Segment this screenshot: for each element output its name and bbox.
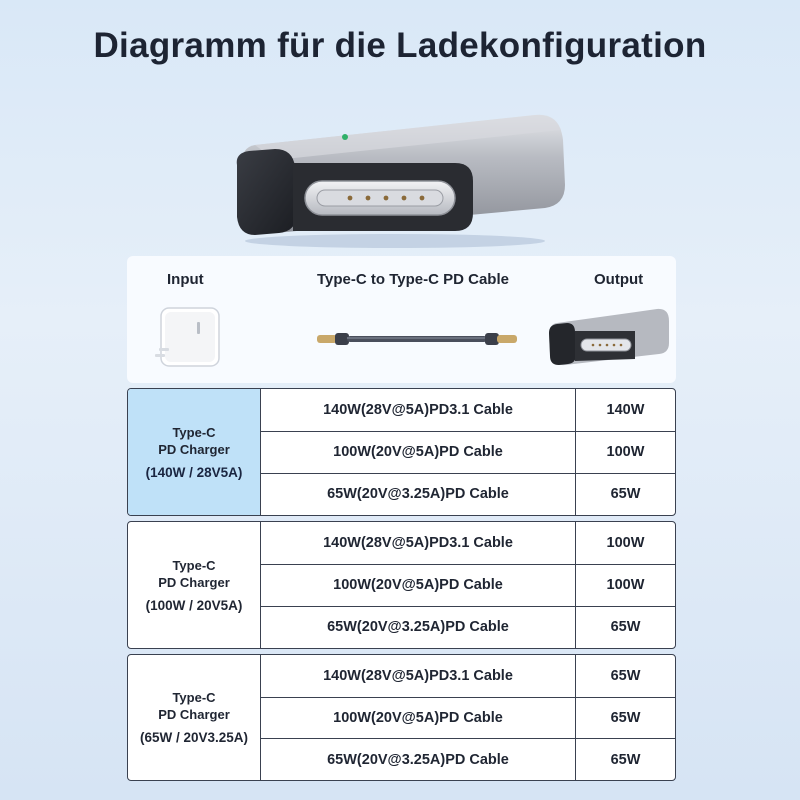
output-cell: 65W xyxy=(610,709,641,726)
cable-cell: 100W(20V@5A)PD Cable xyxy=(261,432,576,473)
output-cell: 65W xyxy=(610,667,641,684)
charger-type: Type-C xyxy=(172,557,216,573)
charger-icon xyxy=(155,302,225,372)
charger-cell xyxy=(128,522,261,648)
setup-panel xyxy=(127,256,676,383)
magsafe-adapter-image xyxy=(215,105,575,250)
output-adapter-icon xyxy=(545,305,671,367)
charger-cell xyxy=(128,655,261,780)
charger-name: PD Charger xyxy=(158,441,230,457)
charger-cell xyxy=(128,389,261,515)
page-title: Diagramm für die Ladekonfiguration xyxy=(93,26,707,65)
output-cell: 65W xyxy=(610,751,641,768)
table-row xyxy=(261,697,675,739)
cable-icon xyxy=(317,324,517,354)
charger-spec: (100W / 20V5A) xyxy=(145,597,243,613)
table-row xyxy=(261,473,675,515)
charger-type: Type-C xyxy=(172,424,216,440)
table-row xyxy=(261,655,675,697)
cable-cell: 65W(20V@3.25A)PD Cable xyxy=(261,607,576,648)
table-row xyxy=(261,606,675,648)
output-cell: 100W xyxy=(606,577,645,594)
charger-name: PD Charger xyxy=(158,707,230,722)
output-cell: 100W xyxy=(606,534,645,551)
cable-label: Type-C to Type-C PD Cable xyxy=(317,271,509,288)
charger-group-100w xyxy=(127,521,676,649)
charger-spec: (140W / 28V5A) xyxy=(145,464,243,480)
table-row xyxy=(261,738,675,780)
charger-type: Type-C xyxy=(172,690,216,705)
output-cell: 65W xyxy=(610,619,641,636)
cable-cell: 140W(28V@5A)PD3.1 Cable xyxy=(261,655,576,697)
output-cell: 140W xyxy=(606,401,645,418)
cable-cell: 100W(20V@5A)PD Cable xyxy=(261,698,576,739)
table-row xyxy=(261,564,675,606)
input-label: Input xyxy=(167,271,204,288)
charger-group-140w xyxy=(127,388,676,516)
cable-cell: 100W(20V@5A)PD Cable xyxy=(261,565,576,606)
charger-spec: (65W / 20V3.25A) xyxy=(139,730,249,745)
output-cell: 100W xyxy=(606,444,645,461)
table-row xyxy=(261,389,675,431)
cable-cell: 65W(20V@3.25A)PD Cable xyxy=(261,739,576,780)
cable-cell: 140W(28V@5A)PD3.1 Cable xyxy=(261,522,576,564)
output-label: Output xyxy=(594,271,644,288)
table-row xyxy=(261,431,675,473)
output-cell: 65W xyxy=(610,486,641,503)
table-row xyxy=(261,522,675,564)
charger-name: PD Charger xyxy=(158,574,230,590)
cable-cell: 65W(20V@3.25A)PD Cable xyxy=(261,474,576,515)
cable-cell: 140W(28V@5A)PD3.1 Cable xyxy=(261,389,576,431)
charger-group-65w xyxy=(127,654,676,781)
